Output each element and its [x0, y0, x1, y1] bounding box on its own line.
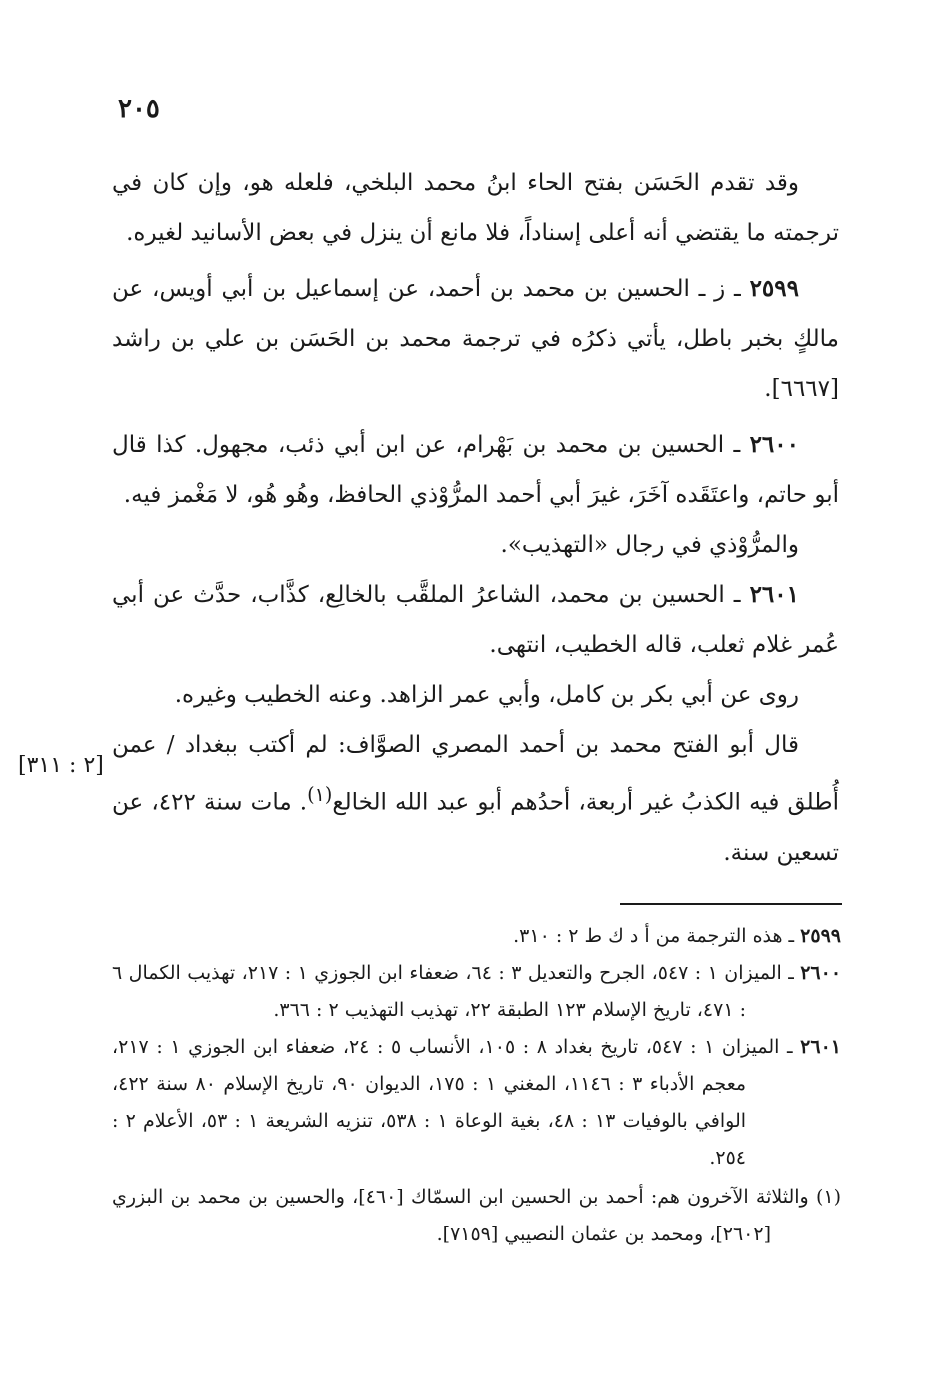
footnote-number: ٢٦٠١ [800, 1036, 841, 1058]
page-number: ٢٠٥ [118, 94, 160, 124]
paragraph-text: . مات سنة ٤٢٢، عن تسعين سنة. [112, 789, 839, 866]
paragraph-with-ref [112, 720, 839, 878]
paragraph-text: قال أبو الفتح محمد بن أحمد المصري الصوَّاف: لم أكتب ببغداد / عمن أُطلق فيه الكذبُ غير أربعة، أحدُهم أبو عبد الله الخالع [112, 732, 839, 816]
footnote-2601 [112, 1029, 841, 1177]
main-text [112, 158, 839, 878]
paragraph [112, 670, 839, 720]
footnote-text: ـ هذه الترجمة من أ د ك ط ٢ : ٣١٠. [513, 925, 801, 947]
entry-2600 [112, 420, 839, 520]
footnote-number: ٢٦٠٠ [800, 962, 842, 984]
paragraph-text: والمرُّوْذي في رجال «التهذيب». [500, 532, 799, 558]
footnotes [112, 918, 841, 1253]
footnote-marker[interactable]: (١) [307, 783, 333, 806]
volume-page-ref: [٢ : ٣١١] [18, 753, 104, 778]
footnote-2600 [112, 955, 841, 1029]
entry-text: ـ الحسين بن محمد بن بَهْرام، عن ابن أبي ذئب، مجهول. كذا قال أبو حاتم، واعتَقَده آخَرَ، غيرَ أبي أحمد المرُّوْذي الحافظ، وهُو هُو، لا مَغْمز فيه. [112, 432, 839, 508]
footnote-number: ٢٥٩٩ [800, 925, 841, 947]
footnote-note-1 [112, 1179, 841, 1253]
footnote-divider [620, 903, 842, 905]
paragraph-text: روى عن أبي بكر بن كامل، وأبي عمر الزاهد. وعنه الخطيب وغيره. [174, 682, 799, 708]
paragraph [112, 158, 839, 258]
note-text: والثلاثة الآخرون هم: أحمد بن الحسين ابن السمّاك [٤٦٠]، والحسين بن محمد بن البزري [٢٦٠٢]، ومحمد بن عثمان النصيبي [٧١٥٩]. [112, 1186, 816, 1245]
paragraph-text: وقد تقدم الحَسَن بفتح الحاء ابنُ محمد البلخي، فلعله هو، وإن كان في ترجمته ما يقتضي أنه أعلى إسناداً، فلا مانع أن ينزل في بعض الأسانيد لغيره. [112, 170, 839, 246]
entry-number: ٢٦٠١ [749, 581, 799, 608]
paragraph [112, 520, 839, 570]
note-number: (١) [815, 1186, 841, 1208]
entry-number: ٢٥٩٩ [749, 275, 799, 302]
footnote-text: ـ الميزان ١ : ٥٤٧، تاريخ بغداد ٨ : ١٠٥، الأنساب ٥ : ٢٤، ضعفاء ابن الجوزي ١ : ٢١٧، معجم الأدباء ٣ : ١١٤٦، المغني ١ : ١٧٥، الديوان ٩٠، تاريخ الإسلام ٨٠ سنة ٤٢٢، الوافي بالوفيات ١٣ : ٤٨، بغية الوعاة ١ : ٥٣٨، تنزيه الشريعة ١ : ٥٣، الأعلام ٢ : ٢٥٤. [112, 1036, 801, 1169]
footnote-text: ـ الميزان ١ : ٥٤٧، الجرح والتعديل ٣ : ٦٤، ضعفاء ابن الجوزي ١ : ٢١٧، تهذيب الكمال ٦ : ٤٧١، تاريخ الإسلام ١٢٣ الطبقة ٢٢، تهذيب التهذيب ٢ : ٣٦٦. [112, 962, 801, 1021]
entry-text: ـ الحسين بن محمد، الشاعرُ الملقَّب بالخالِع، كذَّاب، حدَّث عن أبي عُمر غلام ثعلب، قاله الخطيب، انتهى. [112, 582, 839, 658]
footnote-2599 [112, 918, 841, 955]
entry-2601 [112, 570, 839, 670]
entry-text: ـ ز ـ الحسين بن محمد بن أحمد، عن إسماعيل بن أبي أويس، عن مالكٍ بخبر باطل، يأتي ذكرُه في ترجمة محمد بن الحَسَن بن علي بن راشد [٦٦٦٧]. [112, 276, 839, 402]
entry-number: ٢٦٠٠ [749, 431, 799, 458]
entry-2599 [112, 264, 839, 414]
